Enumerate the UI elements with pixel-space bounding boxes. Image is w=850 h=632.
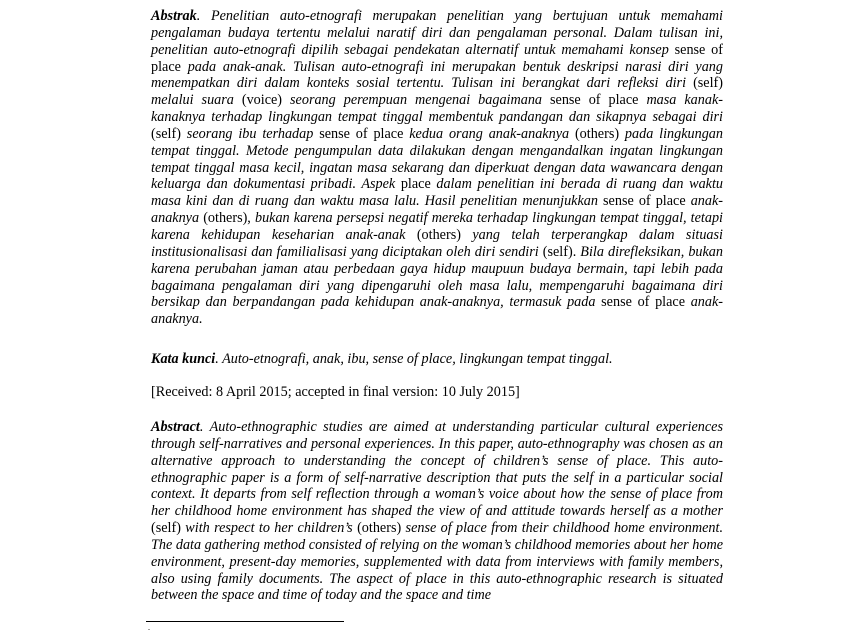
abstrak-run: anak-anaknya: [151, 193, 724, 227]
abstrak-run: seorang perempuan mengenai bagaimana: [282, 92, 550, 109]
received-line: [Received: 8 April 2015; accepted in final version: 10 July 2015]: [151, 384, 520, 400]
abstrak-run: place: [400, 176, 431, 193]
abstract-run: (others): [357, 520, 402, 537]
abstract-run: . Auto-ethnographic studies are aimed at understanding particular cultural experiences through self-narratives and personal experiences. In this paper, auto-ethnography was chosen as an alternative approach to understanding the concept of children’s sense of place. This auto-ethnographic paper is a form of self-narrative description that puts the self in a particular social context. It departs from self reflection through a woman’s voice about how the sense of place from her childhood home environment has shaped the view of and attitude towards herself as a mother: [151, 419, 723, 520]
abstrak-run: yang telah terperangkap dalam situasi institusionalisasi dan familialisasi yang diciptakan oleh diri sendiri: [151, 226, 723, 260]
abstrak-run: sense of place: [151, 41, 723, 75]
abstrak-run: (voice): [241, 92, 283, 109]
abstrak-run: (self): [693, 75, 723, 92]
abstrak-run: (self).: [542, 243, 577, 260]
keywords-line: [151, 351, 723, 368]
abstrak-run: dalam penelitian ini berada di ruang dan waktu masa kini dan di ruang dan waktu masa lalu. Hasil penelitian menunjukkan: [151, 176, 723, 210]
abstrak-run: pada lingkungan tempat tinggal. Metode pengumpulan data dilakukan dengan mengandalkan ingatan lingkungan tempat tinggal masa kecil, ingatan masa sekarang dan diperkuat dengan data wawancara dengan keluarga dan dokumentasi pribadi. Aspek: [151, 125, 723, 193]
abstract-run: (self): [151, 520, 181, 537]
abstrak-run: (others): [574, 125, 620, 142]
abstrak-run: (self): [151, 125, 181, 142]
abstrak-run: masa kanak-kanaknya terhadap lingkungan tempat tinggal membentuk pandangan dan sikapnya sebagai diri: [151, 92, 723, 126]
abstrak-run: (others): [416, 226, 461, 243]
abstract-run: with respect to her children’s: [180, 520, 358, 537]
abstrak-run: (others),: [203, 210, 251, 227]
abstrak-run: anak-anaknya.: [151, 294, 724, 328]
paper-page: [151, 8, 724, 604]
abstrak-run: . Penelitian auto-etnografi merupakan penelitian yang bertujuan untuk memahami pengalaman budaya tertentu melalui naratif diri dan pengalaman personal. Dalam tulisan ini, penelitian auto-etnografi dipilih sebagai pendekatan alternatif untuk memahami konsep: [151, 8, 723, 58]
abstrak-run: bukan karena persepsi negatif mereka terhadap lingkungan tempat tinggal, tetapi karena kehidupan keseharian anak-anak: [151, 210, 723, 243]
abstract-run: sense of place from their childhood home environment. The data gathering method consisted of relying on the woman’s childhood memories about her home environment, present-day memories, supplemented with data from interviews with family members, also using family documents. The aspect of place in this auto-ethnographic research is situated between the space and time of today and the space and time: [151, 520, 723, 604]
abstrak-run: sense of place: [319, 125, 404, 142]
abstrak-paragraph: [151, 8, 723, 328]
abstrak-run: melalui suara: [151, 92, 242, 109]
keywords-heading: Kata kunci: [151, 351, 216, 367]
abstrak-run: sense of place: [550, 92, 639, 109]
abstrak-run: kedua orang anak-anaknya: [403, 125, 575, 142]
abstrak-run: Bila direfleksikan, bukan karena perubahan jaman atau perbedaan gaya hidup maupuun budaya bermain, tapi lebih pada bagaimana pengalaman diri yang dipengaruhi oleh masa lalu, mempengaruhi bagaimana diri bersikap dan berpandangan pada kehidupan anak-anaknya, termasuk pada: [151, 243, 723, 311]
abstrak-heading: Abstrak: [151, 8, 197, 24]
abstrak-run: pada anak-anak. Tulisan auto-etnografi ini merupakan bentuk deskripsi narasi diri yang menempatkan diri dalam konteks sosial tertentu. Tulisan ini berangkat dari refleksi diri: [151, 58, 723, 92]
footnote-mark: .: [148, 623, 150, 632]
abstrak-body: [151, 8, 723, 327]
keywords-text: . Auto-etnografi, anak, ibu, sense of place, lingkungan tempat tinggal.: [215, 351, 613, 367]
abstract-heading: Abstract: [151, 419, 200, 435]
abstrak-run: sense of place: [603, 193, 686, 210]
abstract-paragraph: [151, 419, 723, 604]
abstrak-run: sense of place: [601, 294, 686, 311]
footnote-rule: [146, 621, 344, 622]
abstrak-run: seorang ibu terhadap: [180, 125, 320, 142]
abstract-body: [151, 419, 723, 603]
